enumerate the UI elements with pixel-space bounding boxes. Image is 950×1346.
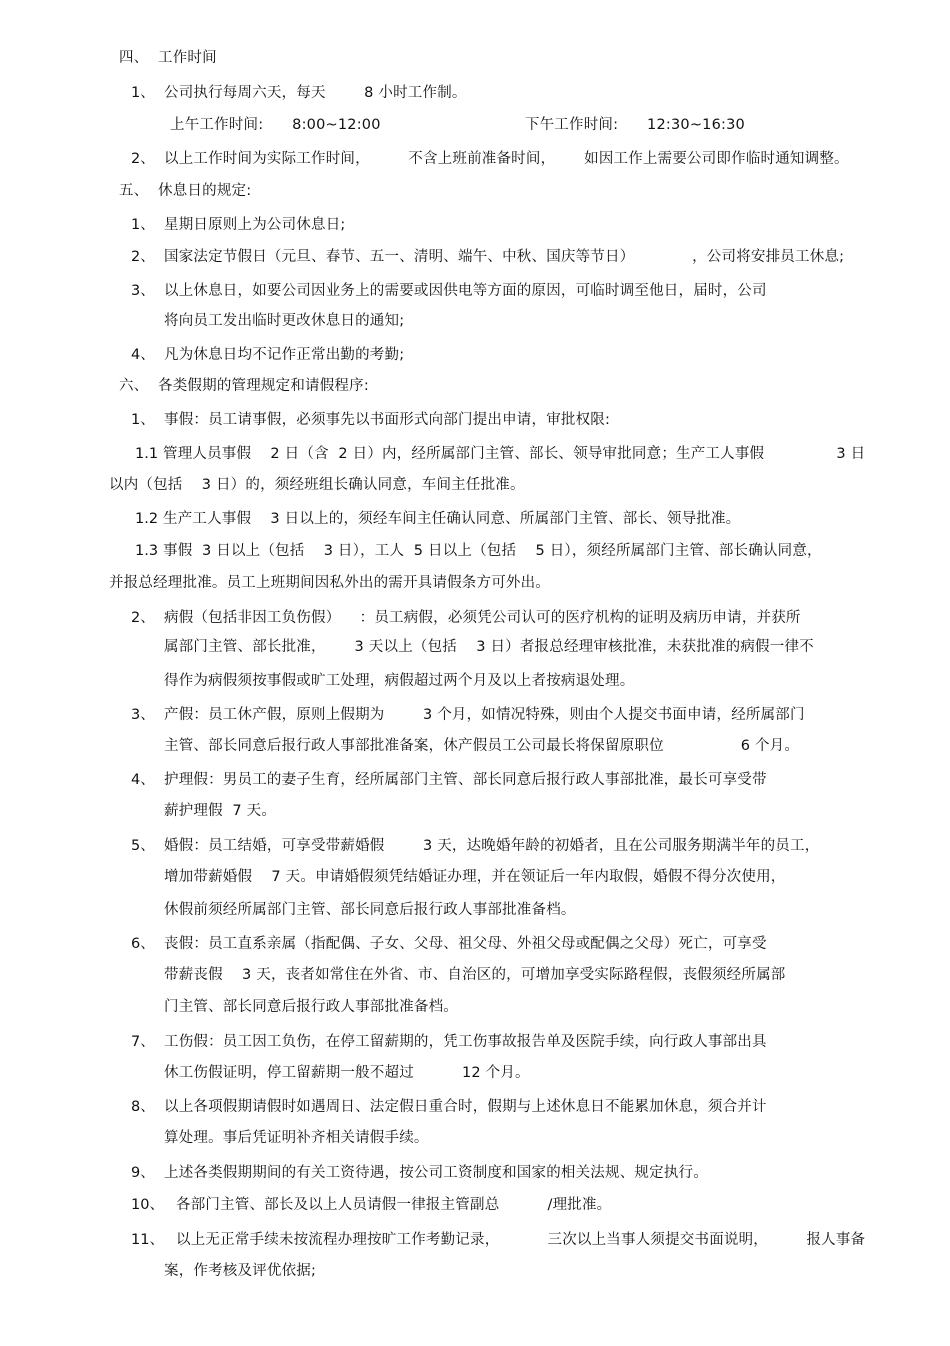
item-text: 管理人员事假 2 日（含 2 日）内，经所属部门主管、部长、领导审批同意；生产工人事假 3 日 xyxy=(163,446,866,462)
item-text: 工伤假：员工因工负伤，在停工留薪期的，凭工伤事故报告单及医院手续，向行政人事部出具 xyxy=(164,1034,767,1050)
item-text-cont: 案，作考核及评优依据; xyxy=(164,1263,317,1279)
item-number: 1.3 xyxy=(135,543,159,559)
item-text: 各部门主管、部长及以上人员请假一律报主管副总 /理批准。 xyxy=(176,1197,612,1213)
item-number: 2、 xyxy=(131,249,155,265)
item-text-cont: 算处理。事后凭证明补齐相关请假手续。 xyxy=(164,1130,429,1146)
item-number: 1.1 xyxy=(135,446,159,462)
item-number: 11、 xyxy=(131,1232,164,1248)
item-text: 产假：员工休产假，原则上假期为 3 个月，如情况特殊，则由个人提交书面申请，经所属部门 xyxy=(164,707,805,723)
item-text-cont: 带薪丧假 3 天，丧者如常住在外省、市、自治区的，可增加享受实际路程假，丧假须经所属部 xyxy=(164,967,786,983)
item-text: 星期日原则上为公司休息日; xyxy=(164,217,346,233)
item-text: 国家法定节假日（元旦、春节、五一、清明、端午、中秋、国庆等节日） ，公司将安排员工休息; xyxy=(164,249,845,265)
item-text: 凡为休息日均不记作正常出勤的考勤; xyxy=(164,347,405,363)
item-number: 2、 xyxy=(131,610,155,626)
item-number: 3、 xyxy=(131,283,155,299)
item-text-cont: 以内（包括 3 日）的，须经班组长确认同意，车间主任批准。 xyxy=(109,477,525,493)
item-number: 1、 xyxy=(131,85,155,101)
item-text: 以上各项假期请假时如遇周日、法定假日重合时，假期与上述休息日不能累加休息，须合并计 xyxy=(164,1099,767,1115)
item-number: 1、 xyxy=(131,217,155,233)
item-text-cont: 休假前须经所属部门主管、部长同意后报行政人事部批准备档。 xyxy=(164,902,576,918)
item-text-cont: 属部门主管、部长批准， 3 天以上（包括 3 日）者报总经理审核批准，未获批准的病假一律不 xyxy=(164,639,814,655)
item-number: 7、 xyxy=(131,1034,155,1050)
item-number: 1.2 xyxy=(135,511,159,527)
section-heading-leave: 六、 各类假期的管理规定和请假程序: xyxy=(119,378,369,394)
item-text: 护理假：男员工的妻子生育，经所属部门主管、部长同意后报行政人事部批准，最长可享受带 xyxy=(164,772,767,788)
item-number: 8、 xyxy=(131,1099,155,1115)
item-number: 10、 xyxy=(131,1197,164,1213)
item-number: 5、 xyxy=(131,838,155,854)
item-text-cont: 门主管、部长同意后报行政人事部批准备档。 xyxy=(164,999,458,1015)
item-text-cont: 主管、部长同意后报行政人事部批准备案，休产假员工公司最长将保留原职位 6 个月。 xyxy=(164,738,800,754)
item-text: 公司执行每周六天，每天 8 小时工作制。 xyxy=(164,85,467,101)
item-number: 3、 xyxy=(131,707,155,723)
item-text-cont: 休工伤假证明，停工留薪期一般不超过 12 个月。 xyxy=(164,1065,530,1081)
item-text: 事假：员工请事假，必须事先以书面形式向部门提出申请，审批权限: xyxy=(164,412,611,428)
item-text-cont: 将向员工发出临时更改休息日的通知; xyxy=(164,313,405,329)
item-text: 生产工人事假 3 日以上的，须经车间主任确认同意、所属部门主管、部长、领导批准。 xyxy=(163,511,741,527)
item-text: 婚假：员工结婚，可享受带薪婚假 3 天，达晚婚年龄的初婚者，且在公司服务期满半年的员工， xyxy=(164,838,820,854)
section-heading-rest-days: 五、 休息日的规定: xyxy=(119,183,252,199)
item-text: 以上休息日，如要公司因业务上的需要或因供电等方面的原因，可临时调至他日，届时，公司 xyxy=(164,283,767,299)
item-text-cont: 得作为病假须按事假或旷工处理，病假超过两个月及以上者按病退处理。 xyxy=(164,673,635,689)
item-text: 病假（包括非因工负伤假） ：员工病假，必须凭公司认可的医疗机构的证明及病历申请，并获所 xyxy=(164,610,801,626)
item-number: 4、 xyxy=(131,347,155,363)
item-text: 以上无正常手续未按流程办理按旷工作考勤记录， 三次以上当事人须提交书面说明， 报人事备 xyxy=(176,1232,866,1248)
item-number: 2、 xyxy=(131,151,155,167)
item-text-cont: 薪护理假 7 天。 xyxy=(164,803,277,819)
work-hours-detail: 上午工作时间: 8:00~12:00 下午工作时间: 12:30~16:30 xyxy=(170,117,745,133)
item-number: 6、 xyxy=(131,936,155,952)
item-text-cont: 并报总经理批准。员工上班期间因私外出的需开具请假条方可外出。 xyxy=(109,575,550,591)
item-number: 4、 xyxy=(131,772,155,788)
item-text: 上述各类假期期间的有关工资待遇，按公司工资制度和国家的相关法规、规定执行。 xyxy=(164,1165,708,1181)
item-text: 以上工作时间为实际工作时间， 不含上班前准备时间， 如因工作上需要公司即作临时通知调整。 xyxy=(164,151,849,167)
item-text: 事假 3 日以上（包括 3 日），工人 5 日以上（包括 5 日），须经所属部门主管、部长确认同意， xyxy=(163,543,822,559)
item-number: 9、 xyxy=(131,1165,155,1181)
item-text-cont: 增加带薪婚假 7 天。申请婚假须凭结婚证办理，并在领证后一年内取假，婚假不得分次使用， xyxy=(164,869,786,885)
item-number: 1、 xyxy=(131,412,155,428)
item-text: 丧假：员工直系亲属（指配偶、子女、父母、祖父母、外祖父母或配偶之父母）死亡，可享受 xyxy=(164,936,767,952)
section-heading-work-hours: 四、 工作时间 xyxy=(119,50,217,66)
